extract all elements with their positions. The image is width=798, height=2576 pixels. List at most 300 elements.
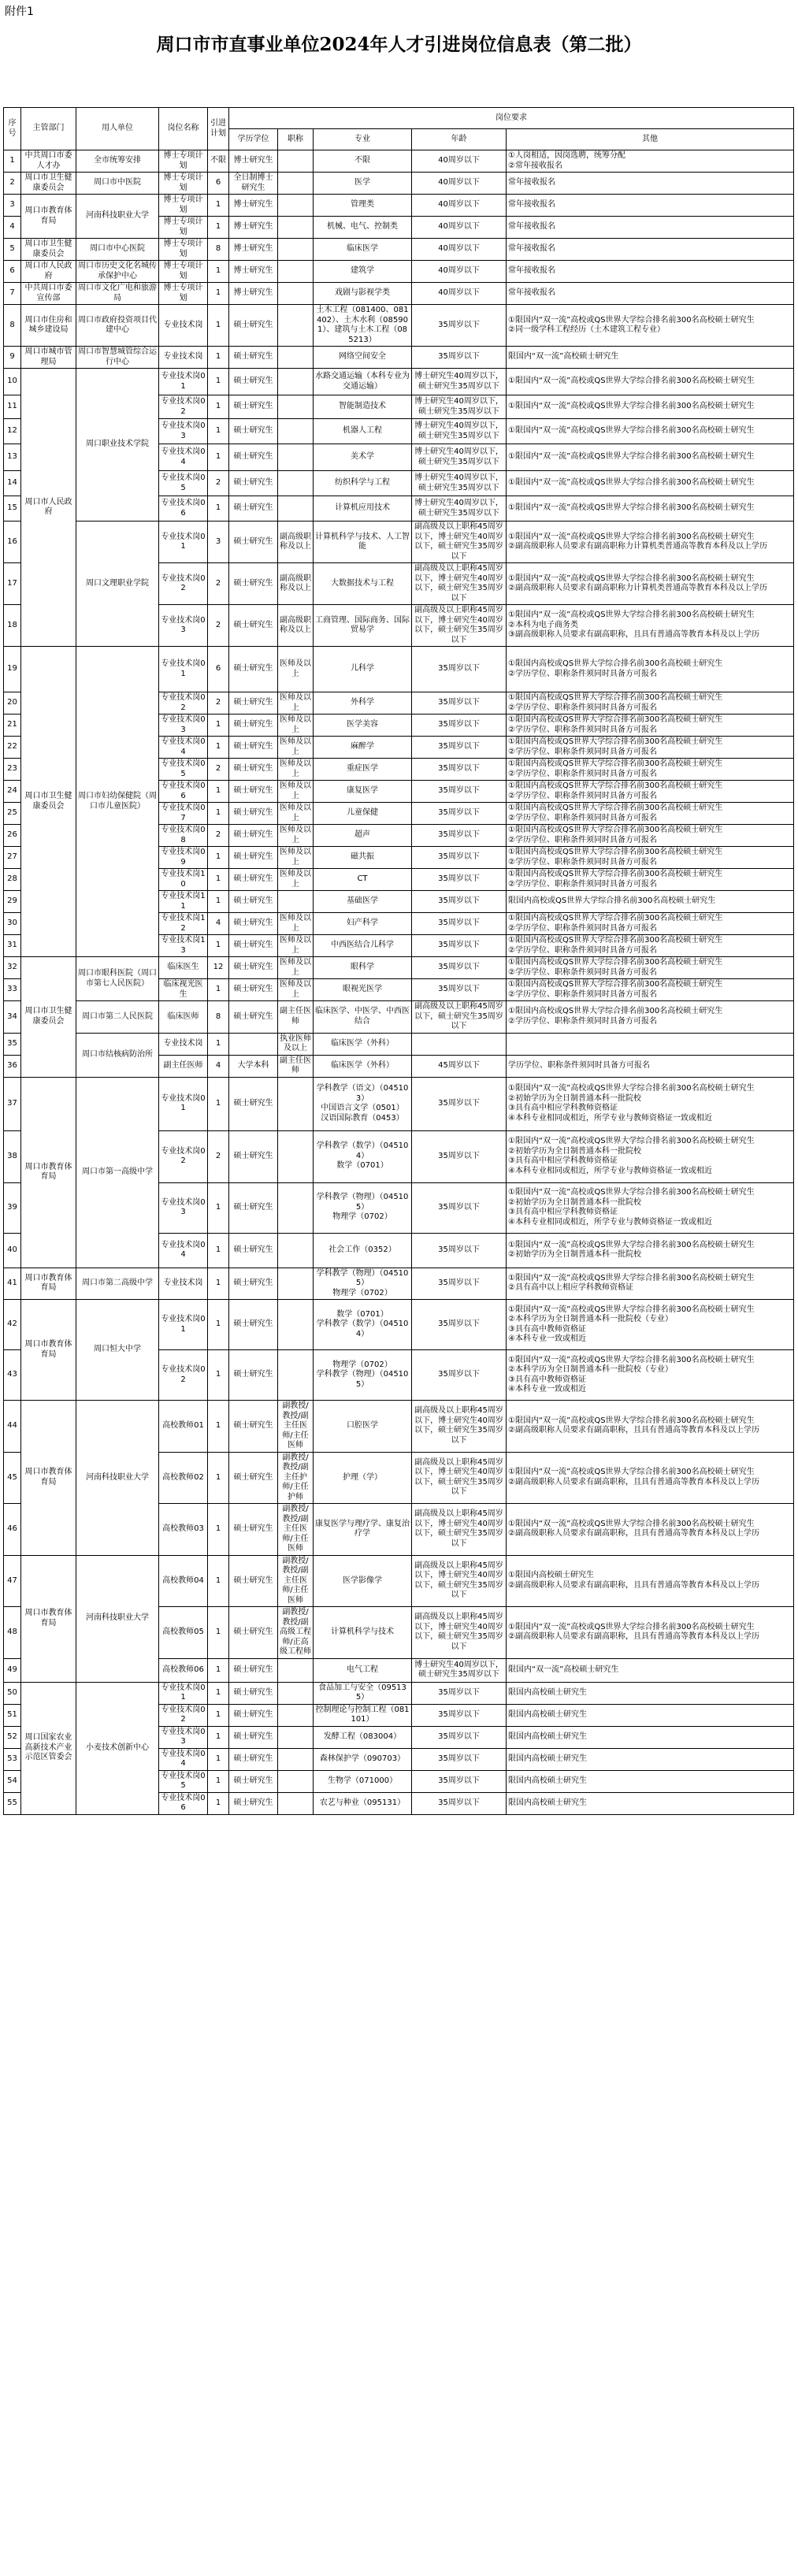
cell-post: 专业技术岗13	[159, 935, 208, 957]
table-row	[4, 150, 794, 173]
cell-post: 临床视光医生	[159, 979, 208, 1001]
cell-dept: 周口市教育体育局	[21, 1268, 76, 1300]
cell-age: 博士研究生40周岁以下，硕士研究生35周岁以下	[412, 1658, 507, 1682]
cell-post: 博士专项计划	[159, 239, 208, 261]
cell-edu: 硕士研究生	[229, 935, 278, 957]
cell-dept: 周口市教育体育局	[21, 195, 76, 239]
cell-major: 儿科学	[314, 647, 412, 692]
cell-post: 专业技术岗02	[159, 395, 208, 419]
cell-no: 36	[4, 1055, 21, 1077]
cell-age: 副高级及以上职称45周岁以下，博士研究生40周岁以下，硕士研究生35周岁以下	[412, 605, 507, 647]
positions-table	[3, 107, 794, 1815]
cell-edu: 硕士研究生	[229, 825, 278, 847]
cell-age: 副高级及以上职称45周岁以下，博士研究生40周岁以下，硕士研究生35周岁以下	[412, 1607, 507, 1659]
cell-post: 专业技术岗12	[159, 913, 208, 935]
cell-plan: 2	[208, 605, 229, 647]
cell-post: 博士专项计划	[159, 217, 208, 239]
cell-major: 临床医学（外科）	[314, 1055, 412, 1077]
cell-title: 医师及以上	[278, 781, 314, 803]
cell-edu: 硕士研究生	[229, 1401, 278, 1453]
cell-title	[278, 395, 314, 419]
cell-unit: 小麦技术创新中心	[76, 1682, 159, 1814]
cell-major: 计算机应用技术	[314, 496, 412, 522]
cell-edu: 博士研究生	[229, 239, 278, 261]
cell-plan: 1	[208, 737, 229, 759]
cell-dept: 周口市住房和城乡建设局	[21, 305, 76, 347]
cell-edu: 硕士研究生	[229, 957, 278, 979]
cell-major: 临床医学、中医学、中西医结合	[314, 1001, 412, 1034]
cell-major: 学科教学（物理）（045105） 物理学（0702）	[314, 1182, 412, 1233]
cell-other: ①限国内“双一流”高校或QS世界大学综合排名前300名高校硕士研究生 ②初始学历为全日制普通本科一批院校 ③具有高中相应学科教师资格证 ④本科专业相同或相近，所学专业与教师资格证一致或相近	[507, 1077, 794, 1130]
cell-post: 专业技术岗02	[159, 1130, 208, 1182]
cell-post: 专业技术岗03	[159, 419, 208, 444]
cell-plan: 6	[208, 647, 229, 692]
cell-unit: 河南科技职业大学	[76, 1401, 159, 1556]
cell-no: 52	[4, 1726, 21, 1748]
cell-other: ①限国内“双一流”高校或QS世界大学综合排名前300名高校硕士研究生	[507, 444, 794, 471]
cell-edu: 硕士研究生	[229, 715, 278, 737]
cell-post: 专业技术岗06	[159, 1792, 208, 1814]
cell-post: 博士专项计划	[159, 261, 208, 283]
cell-post: 专业技术岗04	[159, 737, 208, 759]
cell-age: 副高级及以上职称45周岁以下，博士研究生40周岁以下，硕士研究生35周岁以下	[412, 563, 507, 605]
cell-plan: 1	[208, 496, 229, 522]
cell-post: 专业技术岗02	[159, 1704, 208, 1726]
cell-post: 专业技术岗03	[159, 1182, 208, 1233]
cell-title: 医师及以上	[278, 869, 314, 891]
cell-dept: 周口市卫生健康委员会	[21, 957, 76, 1078]
cell-plan: 1	[208, 444, 229, 471]
header-no: 序号	[4, 108, 21, 150]
table-row	[4, 522, 794, 563]
cell-title	[278, 1130, 314, 1182]
cell-plan: 2	[208, 471, 229, 496]
table-row	[4, 1555, 794, 1607]
cell-title: 副高级职称及以上	[278, 563, 314, 605]
cell-edu: 硕士研究生	[229, 737, 278, 759]
cell-major: 康复医学	[314, 781, 412, 803]
cell-age: 40周岁以下	[412, 283, 507, 305]
cell-other: ①限国内高校或QS世界大学综合排名前300名高校硕士研究生 ②学历学位、职称条件须同时具备方可报名	[507, 737, 794, 759]
cell-edu: 硕士研究生	[229, 522, 278, 563]
cell-age: 40周岁以下	[412, 173, 507, 195]
cell-unit: 周口市智慧城管综合运行中心	[76, 347, 159, 369]
cell-no: 17	[4, 563, 21, 605]
cell-no: 43	[4, 1350, 21, 1401]
cell-unit: 周口恒大中学	[76, 1300, 159, 1401]
cell-unit: 周口文理职业学院	[76, 522, 159, 647]
cell-other: ①限国内“双一流”高校或QS世界大学综合排名前300名高校硕士研究生 ②本科为电子商务类 ③副高级职称人员要求有副高职称，且具有普通高等教育本科及以上学历	[507, 605, 794, 647]
cell-edu: 硕士研究生	[229, 1658, 278, 1682]
cell-other: ①限国内“双一流”高校或QS世界大学综合排名前300名高校硕士研究生 ②同一级学科工程经历（土木建筑工程专业）	[507, 305, 794, 347]
cell-no: 24	[4, 781, 21, 803]
cell-no: 8	[4, 305, 21, 347]
cell-no: 39	[4, 1182, 21, 1233]
cell-age: 35周岁以下	[412, 891, 507, 913]
cell-plan: 2	[208, 563, 229, 605]
cell-post: 专业技术岗08	[159, 825, 208, 847]
cell-title: 医师及以上	[278, 692, 314, 715]
cell-age: 40周岁以下	[412, 195, 507, 217]
cell-unit: 周口市结核病防治所	[76, 1033, 159, 1077]
cell-plan: 2	[208, 692, 229, 715]
cell-age: 35周岁以下	[412, 1792, 507, 1814]
cell-age: 35周岁以下	[412, 647, 507, 692]
cell-title	[278, 1300, 314, 1350]
cell-no: 22	[4, 737, 21, 759]
cell-edu: 硕士研究生	[229, 305, 278, 347]
cell-edu: 博士研究生	[229, 283, 278, 305]
cell-plan: 1	[208, 803, 229, 825]
cell-no: 41	[4, 1268, 21, 1300]
cell-plan: 1	[208, 283, 229, 305]
cell-title	[278, 1233, 314, 1268]
cell-other: ①限国内“双一流”高校或QS世界大学综合排名前300名高校硕士研究生	[507, 496, 794, 522]
cell-post: 专业技术岗03	[159, 605, 208, 647]
cell-no: 33	[4, 979, 21, 1001]
cell-post: 专业技术岗	[159, 305, 208, 347]
cell-other: 限国内高校硕士研究生	[507, 1704, 794, 1726]
cell-title: 副教授/教授/副高级工程师/正高级工程师	[278, 1607, 314, 1659]
cell-other: ①限国内“双一流”高校或QS世界大学综合排名前300名高校硕士研究生 ②副高级职称人员要求有副高职称，且具有普通高等教育本科及以上学历	[507, 1401, 794, 1453]
cell-post: 临床医生	[159, 957, 208, 979]
cell-age: 博士研究生40周岁以下，硕士研究生35周岁以下	[412, 444, 507, 471]
cell-edu: 硕士研究生	[229, 1704, 278, 1726]
cell-major: 学科教学（物理）（045105） 物理学（0702）	[314, 1268, 412, 1300]
cell-plan: 2	[208, 759, 229, 781]
cell-age: 副高级及以上职称45周岁以下，博士研究生40周岁以下，硕士研究生35周岁以下	[412, 1504, 507, 1556]
cell-dept: 周口市教育体育局	[21, 1401, 76, 1556]
cell-edu: 硕士研究生	[229, 1682, 278, 1704]
cell-age: 35周岁以下	[412, 1182, 507, 1233]
table-row	[4, 1033, 794, 1055]
cell-other: ①限国内高校或QS世界大学综合排名前300名高校硕士研究生 ②学历学位、职称条件须同时具备方可报名	[507, 847, 794, 869]
cell-title: 医师及以上	[278, 825, 314, 847]
cell-title	[278, 419, 314, 444]
cell-dept: 周口国家农业高新技术产业示范区管委会	[21, 1682, 76, 1814]
cell-other: ①限国内高校或QS世界大学综合排名前300名高校硕士研究生 ②学历学位、职称条件须同时具备方可报名	[507, 781, 794, 803]
cell-other: ①限国内高校或QS世界大学综合排名前300名高校硕士研究生 ②学历学位、职称条件须同时具备方可报名	[507, 957, 794, 979]
cell-no: 54	[4, 1770, 21, 1792]
cell-unit: 周口市政府投资项目代建中心	[76, 305, 159, 347]
cell-age: 35周岁以下	[412, 1233, 507, 1268]
cell-edu: 硕士研究生	[229, 1792, 278, 1814]
cell-other: 常年接收报名	[507, 217, 794, 239]
table-row	[4, 369, 794, 395]
cell-other: ①限国内“双一流”高校或QS世界大学综合排名前300名高校硕士研究生 ②副高级职称人员要求有副高职称力计算机类普通高等教育本科及以上学历	[507, 522, 794, 563]
cell-age: 35周岁以下	[412, 935, 507, 957]
cell-major: 中西医结合儿科学	[314, 935, 412, 957]
cell-age: 40周岁以下	[412, 150, 507, 173]
cell-plan: 3	[208, 522, 229, 563]
cell-no: 49	[4, 1658, 21, 1682]
cell-plan: 不限	[208, 150, 229, 173]
cell-other: 常年接收报名	[507, 283, 794, 305]
cell-age: 博士研究生40周岁以下，硕士研究生35周岁以下	[412, 395, 507, 419]
cell-major: 网络空间安全	[314, 347, 412, 369]
cell-title	[278, 496, 314, 522]
cell-edu: 硕士研究生	[229, 1268, 278, 1300]
cell-plan: 1	[208, 1726, 229, 1748]
cell-post: 专业技术岗01	[159, 1077, 208, 1130]
cell-title	[278, 369, 314, 395]
cell-major: 麻醉学	[314, 737, 412, 759]
cell-plan: 1	[208, 261, 229, 283]
cell-major: 医学	[314, 173, 412, 195]
cell-age: 35周岁以下	[412, 957, 507, 979]
cell-title: 医师及以上	[278, 803, 314, 825]
cell-edu: 大学本科	[229, 1055, 278, 1077]
cell-no: 30	[4, 913, 21, 935]
cell-post: 专业技术岗	[159, 1268, 208, 1300]
cell-edu: 硕士研究生	[229, 605, 278, 647]
cell-major: 食品加工与安全（095135）	[314, 1682, 412, 1704]
cell-no: 3	[4, 195, 21, 217]
header-edu: 学历学位	[229, 129, 278, 150]
cell-post: 专业技术岗04	[159, 1233, 208, 1268]
cell-plan: 1	[208, 1704, 229, 1726]
cell-age: 35周岁以下	[412, 825, 507, 847]
cell-major: 医学美容	[314, 715, 412, 737]
table-row	[4, 957, 794, 979]
cell-post: 高校教师01	[159, 1401, 208, 1453]
cell-post: 专业技术岗02	[159, 692, 208, 715]
cell-plan: 1	[208, 195, 229, 217]
cell-other: ①限国内高校或QS世界大学综合排名前300名高校硕士研究生 ②学历学位、职称条件须同时具备方可报名	[507, 979, 794, 1001]
cell-age: 35周岁以下	[412, 1130, 507, 1182]
cell-title	[278, 1182, 314, 1233]
cell-other: 限国内高校硕士研究生	[507, 1726, 794, 1748]
table-row	[4, 283, 794, 305]
cell-no: 2	[4, 173, 21, 195]
cell-other: ①限国内高校或QS世界大学综合排名前300名高校硕士研究生 ②学历学位、职称条件须同时具备方可报名	[507, 692, 794, 715]
cell-no: 46	[4, 1504, 21, 1556]
cell-major: 不限	[314, 150, 412, 173]
cell-plan: 1	[208, 369, 229, 395]
cell-edu: 硕士研究生	[229, 563, 278, 605]
cell-edu: 硕士研究生	[229, 1770, 278, 1792]
cell-no: 38	[4, 1130, 21, 1182]
cell-no: 44	[4, 1401, 21, 1453]
cell-edu: 硕士研究生	[229, 1726, 278, 1748]
cell-age: 40周岁以下	[412, 217, 507, 239]
cell-no: 48	[4, 1607, 21, 1659]
cell-edu: 硕士研究生	[229, 1001, 278, 1034]
cell-plan: 1	[208, 935, 229, 957]
cell-title: 副教授/教授/副主任护师/主任护师	[278, 1452, 314, 1504]
cell-major: 数学（0701） 学科教学（数学）（045104）	[314, 1300, 412, 1350]
cell-title	[278, 261, 314, 283]
cell-plan: 1	[208, 419, 229, 444]
cell-post: 专业技术岗01	[159, 522, 208, 563]
cell-major: CT	[314, 869, 412, 891]
cell-age: 40周岁以下	[412, 261, 507, 283]
cell-major: 戏剧与影视学类	[314, 283, 412, 305]
cell-title: 医师及以上	[278, 935, 314, 957]
cell-plan: 1	[208, 347, 229, 369]
cell-title	[278, 1792, 314, 1814]
cell-other: 限国内高校或QS世界大学综合排名前300名高校硕士研究生	[507, 891, 794, 913]
cell-no: 26	[4, 825, 21, 847]
cell-dept: 周口市城市管理局	[21, 347, 76, 369]
cell-plan: 1	[208, 305, 229, 347]
cell-no: 29	[4, 891, 21, 913]
header-title: 职称	[278, 129, 314, 150]
cell-title	[278, 444, 314, 471]
cell-plan: 1	[208, 1682, 229, 1704]
header-other: 其他	[507, 129, 794, 150]
cell-age: 35周岁以下	[412, 1350, 507, 1401]
cell-other: 限国内高校硕士研究生	[507, 1682, 794, 1704]
cell-dept: 中共周口市委宣传部	[21, 283, 76, 305]
cell-other	[507, 1033, 794, 1055]
cell-title	[278, 283, 314, 305]
cell-title: 医师及以上	[278, 737, 314, 759]
cell-plan: 1	[208, 1555, 229, 1607]
cell-age: 35周岁以下	[412, 1077, 507, 1130]
cell-age: 35周岁以下	[412, 781, 507, 803]
cell-dept: 周口市教育体育局	[21, 1555, 76, 1682]
cell-plan: 1	[208, 1182, 229, 1233]
cell-plan: 1	[208, 781, 229, 803]
cell-no: 31	[4, 935, 21, 957]
positions-table-body	[4, 150, 794, 1815]
cell-no: 5	[4, 239, 21, 261]
cell-post: 专业技术岗04	[159, 1748, 208, 1770]
cell-no: 15	[4, 496, 21, 522]
cell-post: 专业技术岗	[159, 1033, 208, 1055]
cell-major: 纺织科学与工程	[314, 471, 412, 496]
cell-other: ①限国内“双一流”高校或QS世界大学综合排名前300名高校硕士研究生 ②副高级职称人员要求有副高职称，且具有普通高等教育本科及以上学历	[507, 1607, 794, 1659]
cell-dept: 中共周口市委人才办	[21, 150, 76, 173]
cell-edu: 硕士研究生	[229, 759, 278, 781]
cell-major: 儿童保健	[314, 803, 412, 825]
cell-plan: 1	[208, 1300, 229, 1350]
cell-plan: 1	[208, 1233, 229, 1268]
cell-unit: 周口市妇幼保健院（周口市儿童医院）	[76, 647, 159, 957]
cell-plan: 4	[208, 913, 229, 935]
table-row	[4, 1268, 794, 1300]
cell-title	[278, 1682, 314, 1704]
cell-major: 土木工程（081400、081402）、土木水利（085901）、建筑与土木工程（085213）	[314, 305, 412, 347]
cell-major: 发酵工程（083004）	[314, 1726, 412, 1748]
cell-age: 35周岁以下	[412, 869, 507, 891]
cell-unit: 周口市历史文化名城传承保护中心	[76, 261, 159, 283]
cell-age: 35周岁以下	[412, 347, 507, 369]
cell-title: 副高级职称及以上	[278, 522, 314, 563]
cell-no: 50	[4, 1682, 21, 1704]
cell-plan: 1	[208, 1792, 229, 1814]
cell-age: 35周岁以下	[412, 692, 507, 715]
cell-no: 55	[4, 1792, 21, 1814]
cell-age: 副高级及以上职称45周岁以下，博士研究生40周岁以下，硕士研究生35周岁以下	[412, 522, 507, 563]
cell-other: 常年接收报名	[507, 261, 794, 283]
cell-post: 专业技术岗06	[159, 496, 208, 522]
cell-plan: 1	[208, 395, 229, 419]
header-post: 岗位名称	[159, 108, 208, 150]
cell-title	[278, 347, 314, 369]
cell-other: ①限国内高校或QS世界大学综合排名前300名高校硕士研究生 ②学历学位、职称条件须同时具备方可报名	[507, 1001, 794, 1034]
cell-unit: 河南科技职业大学	[76, 195, 159, 239]
cell-age: 35周岁以下	[412, 913, 507, 935]
cell-no: 28	[4, 869, 21, 891]
cell-age	[412, 1033, 507, 1055]
header-age: 年龄	[412, 129, 507, 150]
cell-edu: 硕士研究生	[229, 369, 278, 395]
cell-plan: 1	[208, 1658, 229, 1682]
cell-edu: 硕士研究生	[229, 1300, 278, 1350]
cell-edu: 博士研究生	[229, 195, 278, 217]
cell-post: 高校教师04	[159, 1555, 208, 1607]
cell-edu: 硕士研究生	[229, 1077, 278, 1130]
cell-unit: 周口市文化广电和旅游局	[76, 283, 159, 305]
cell-plan: 1	[208, 1268, 229, 1300]
cell-other: ①限国内高校或QS世界大学综合排名前300名高校硕士研究生 ②学历学位、职称条件须同时具备方可报名	[507, 935, 794, 957]
cell-no: 42	[4, 1300, 21, 1350]
cell-age: 博士研究生40周岁以下，硕士研究生35周岁以下	[412, 471, 507, 496]
cell-edu: 硕士研究生	[229, 803, 278, 825]
cell-age: 博士研究生40周岁以下，硕士研究生35周岁以下	[412, 419, 507, 444]
cell-unit: 周口职业技术学院	[76, 369, 159, 522]
table-row	[4, 1077, 794, 1130]
cell-edu: 硕士研究生	[229, 471, 278, 496]
cell-age: 45周岁以下	[412, 1055, 507, 1077]
cell-age: 35周岁以下	[412, 715, 507, 737]
cell-age: 35周岁以下	[412, 1300, 507, 1350]
table-row	[4, 173, 794, 195]
cell-post: 专业技术岗05	[159, 759, 208, 781]
cell-other: 常年接收报名	[507, 173, 794, 195]
cell-post: 专业技术岗10	[159, 869, 208, 891]
cell-title: 医师及以上	[278, 647, 314, 692]
table-row	[4, 305, 794, 347]
cell-post: 专业技术岗06	[159, 781, 208, 803]
cell-other: ①限国内高校或QS世界大学综合排名前300名高校硕士研究生 ②学历学位、职称条件须同时具备方可报名	[507, 869, 794, 891]
table-row	[4, 239, 794, 261]
cell-edu	[229, 1033, 278, 1055]
cell-title: 执业医师及以上	[278, 1033, 314, 1055]
cell-unit: 周口市第二人民医院	[76, 1001, 159, 1034]
cell-major: 眼科学	[314, 957, 412, 979]
cell-plan: 1	[208, 847, 229, 869]
cell-major: 学科教学（数学）（045104） 数学（0701）	[314, 1130, 412, 1182]
header-major: 专业	[314, 129, 412, 150]
cell-title	[278, 150, 314, 173]
cell-unit: 周口市第一高级中学	[76, 1077, 159, 1268]
cell-plan: 2	[208, 1130, 229, 1182]
cell-title	[278, 1704, 314, 1726]
cell-no: 13	[4, 444, 21, 471]
cell-no: 35	[4, 1033, 21, 1055]
cell-edu: 硕士研究生	[229, 1607, 278, 1659]
cell-post: 专业技术岗05	[159, 471, 208, 496]
cell-edu: 硕士研究生	[229, 869, 278, 891]
cell-plan: 1	[208, 1452, 229, 1504]
cell-post: 临床医师	[159, 1001, 208, 1034]
cell-other: ①限国内高校或QS世界大学综合排名前300名高校硕士研究生 ②学历学位、职称条件须同时具备方可报名	[507, 825, 794, 847]
cell-no: 9	[4, 347, 21, 369]
cell-edu: 硕士研究生	[229, 444, 278, 471]
cell-edu: 硕士研究生	[229, 692, 278, 715]
cell-dept: 周口市卫生健康委员会	[21, 173, 76, 195]
cell-post: 专业技术岗01	[159, 1300, 208, 1350]
cell-other: 学历学位、职称条件须同时具备方可报名	[507, 1055, 794, 1077]
cell-no: 27	[4, 847, 21, 869]
cell-no: 11	[4, 395, 21, 419]
cell-age: 副高级及以上职称45周岁以下，博士研究生40周岁以下，硕士研究生35周岁以下	[412, 1401, 507, 1453]
header-unit: 用人单位	[76, 108, 159, 150]
table-row	[4, 647, 794, 692]
